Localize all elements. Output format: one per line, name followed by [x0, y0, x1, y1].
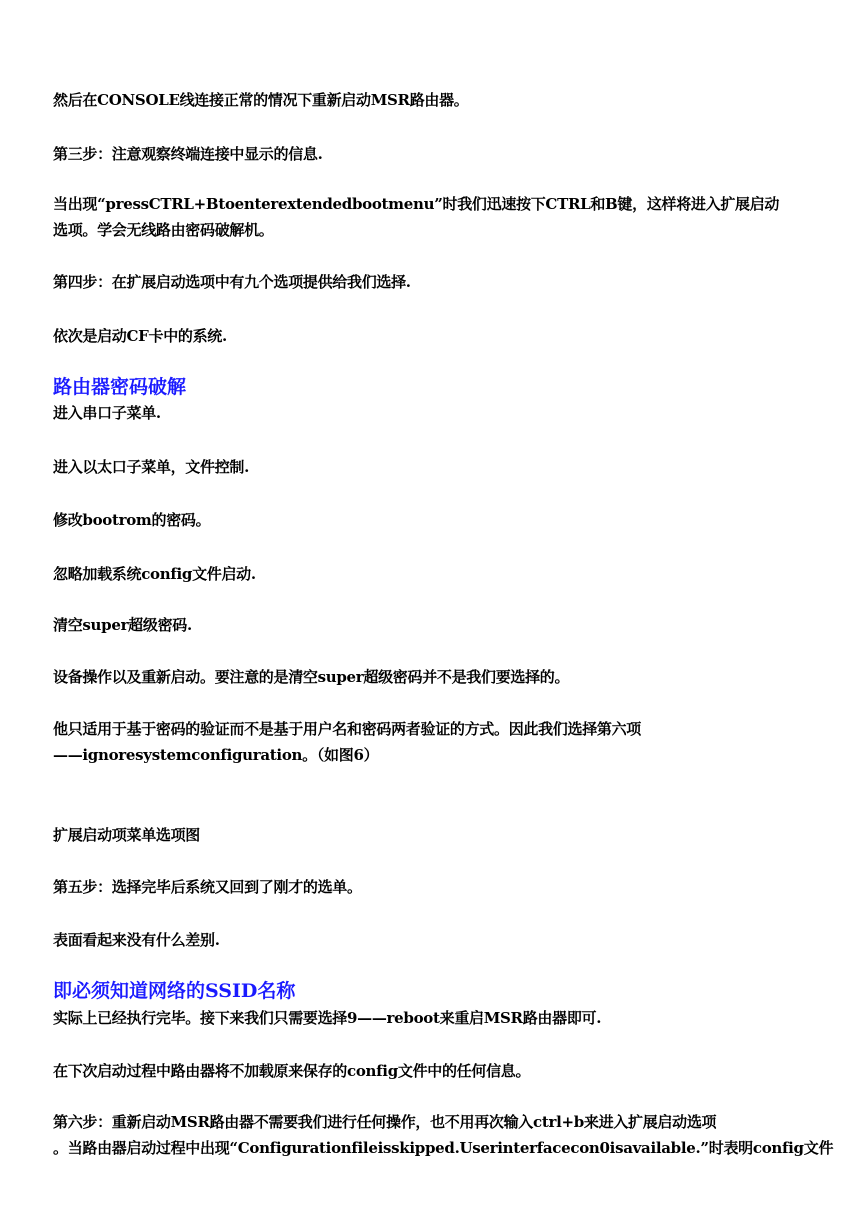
paragraph: 第三步：注意观察终端连接中显示的信息. — [53, 145, 323, 163]
paragraph: ——ignoresystemconfiguration。（如图6） — [53, 746, 379, 764]
paragraph: 。当路由器启动过程中出现“Configurationfileisskipped.Userinterfacecon0isavailable.”时表明config文件 — [53, 1139, 834, 1157]
paragraph: 他只适用于基于密码的验证而不是基于用户名和密码两者验证的方式。因此我们选择第六项 — [53, 720, 642, 738]
section-heading: 路由器密码破解 — [53, 376, 187, 398]
paragraph: 当出现“pressCTRL+Btoenterextendedbootmenu”时我们迅速按下CTRL和B键，这样将进入扩展启动 — [53, 195, 780, 213]
paragraph: 第四步：在扩展启动选项中有九个选项提供给我们选择. — [53, 273, 411, 291]
paragraph: 表面看起来没有什么差别. — [53, 931, 220, 949]
paragraph: 设备操作以及重新启动。要注意的是清空super超级密码并不是我们要选择的。 — [53, 668, 570, 686]
paragraph: 选项。学会无线路由密码破解机。 — [53, 221, 274, 239]
figure-caption: 扩展启动项菜单选项图 — [53, 826, 201, 844]
paragraph: 进入串口子菜单. — [53, 404, 161, 422]
paragraph: 在下次启动过程中路由器将不加载原来保存的config文件中的任何信息。 — [53, 1062, 531, 1080]
paragraph: 清空super超级密码. — [53, 616, 192, 634]
paragraph: 然后在CONSOLE线连接正常的情况下重新启动MSR路由器。 — [53, 91, 469, 109]
paragraph: 修改bootrom的密码。 — [53, 511, 211, 529]
paragraph: 忽略加载系统config文件启动. — [53, 565, 256, 583]
section-heading: 即必须知道网络的SSID名称 — [53, 980, 296, 1002]
paragraph: 第六步：重新启动MSR路由器不需要我们进行任何操作，也不用再次输入ctrl+b来进入扩展启动选项 — [53, 1113, 717, 1131]
paragraph: 依次是启动CF卡中的系统. — [53, 327, 227, 345]
paragraph: 进入以太口子菜单，文件控制. — [53, 458, 250, 476]
paragraph: 第五步：选择完毕后系统又回到了刚才的选单。 — [53, 878, 362, 896]
paragraph: 实际上已经执行完毕。接下来我们只需要选择9——reboot来重启MSR路由器即可. — [53, 1009, 602, 1027]
